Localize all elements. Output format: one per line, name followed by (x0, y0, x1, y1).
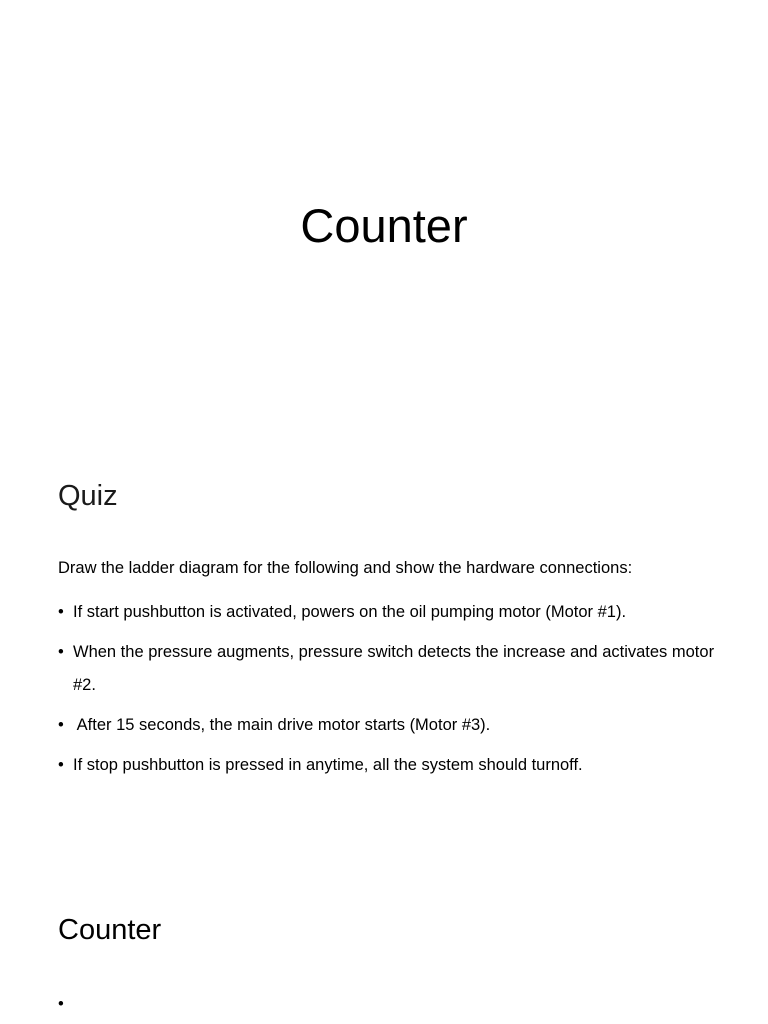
bullet-marker: • (58, 716, 64, 734)
bullet-item (58, 749, 718, 782)
title-slide (0, 0, 768, 420)
slide-title: Counter (300, 199, 468, 252)
bullet-marker: • (58, 756, 64, 774)
bullet-marker: • (58, 995, 64, 1013)
bullet-item (58, 636, 718, 702)
bullet-text: If stop pushbutton is pressed in anytime, all the system should turnoff. (73, 756, 583, 774)
bullet-item (58, 596, 718, 629)
slide-heading: Quiz (58, 480, 118, 512)
quiz-intro: Draw the ladder diagram for the following and show the hardware connections: (58, 559, 633, 577)
bullet-item (58, 709, 718, 742)
bullet-list (58, 988, 718, 1013)
bullet-text: After 15 seconds, the main drive motor starts (Motor #3). (73, 716, 491, 734)
bullet-list (58, 596, 718, 789)
bullet-marker: • (58, 603, 64, 621)
bullet-text: If start pushbutton is activated, powers on the oil pumping motor (Motor #1). (73, 603, 627, 621)
bullet-text: When the pressure augments, pressure switch detects the increase and activates motor #2. (73, 643, 715, 694)
slide-heading: Counter (58, 914, 162, 946)
bullet-marker: • (58, 643, 64, 661)
counter-slide (0, 860, 768, 1024)
quiz-slide (0, 420, 768, 860)
